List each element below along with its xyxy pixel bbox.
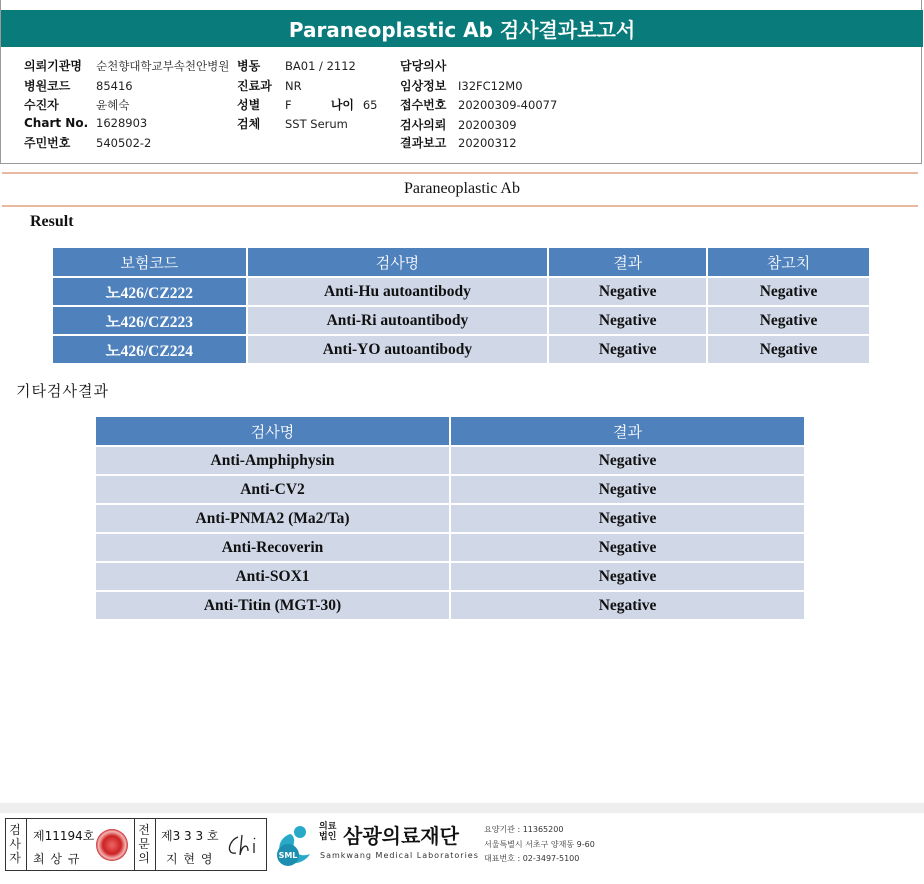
cell-code: 노426/CZ223 — [52, 306, 247, 335]
sml-logo-icon — [270, 820, 316, 870]
cell-result: Negative — [450, 562, 805, 591]
phone: 대표번호 : 02-3497-5100 — [484, 854, 580, 863]
result-label: Result — [30, 213, 74, 230]
examiner-number: 제11194호 — [33, 829, 95, 843]
specialist-number: 제3 3 3 호 — [161, 829, 219, 843]
cell-test: Anti-YO autoantibody — [247, 335, 549, 364]
cell-result: Negative — [450, 475, 805, 504]
cell-code: 노426/CZ224 — [52, 335, 247, 364]
cell-test: Anti-Recoverin — [95, 533, 450, 562]
cell-test: Anti-CV2 — [95, 475, 450, 504]
cell-test: Anti-SOX1 — [95, 562, 450, 591]
other-results-label: 기타검사결과 — [16, 382, 109, 400]
table-header-row — [52, 247, 870, 277]
field-specimen: 검체 SST Serum — [237, 117, 348, 131]
table-row — [52, 335, 870, 364]
specialist-name: 지 현 영 — [166, 852, 214, 866]
header-insurance-code: 보험코드 — [52, 247, 247, 277]
cell-result: Negative — [548, 277, 707, 306]
cell-reference: Negative — [707, 335, 870, 364]
cell-result: Negative — [548, 306, 707, 335]
divider-top — [2, 172, 918, 174]
field-resident-no: 주민번호 540502-2 — [24, 136, 152, 150]
cell-test: Anti-Ri autoantibody — [247, 306, 549, 335]
header-reference: 참고치 — [707, 247, 870, 277]
divider-bottom — [2, 205, 918, 207]
header-result: 결과 — [450, 416, 805, 446]
cell-result: Negative — [450, 591, 805, 620]
org-english-name: Samkwang Medical Laboratories — [320, 851, 479, 860]
field-request-date: 검사의뢰 20200309 — [400, 118, 517, 132]
cell-result: Negative — [548, 335, 707, 364]
table-row — [95, 504, 805, 533]
field-report-date: 결과보고 20200312 — [400, 136, 517, 150]
cell-test: Anti-Amphiphysin — [95, 446, 450, 475]
cell-result: Negative — [450, 533, 805, 562]
box-divider — [155, 819, 156, 870]
cell-test: Anti-PNMA2 (Ma2/Ta) — [95, 504, 450, 533]
header-result: 결과 — [548, 247, 707, 277]
examiner-name: 최 상 규 — [33, 852, 81, 866]
table-row — [95, 591, 805, 620]
field-chart-no: Chart No. 1628903 — [24, 116, 148, 130]
section-title: Paraneoplastic Ab — [404, 180, 520, 197]
box-divider — [134, 819, 135, 870]
svg-text:SML: SML — [278, 851, 298, 860]
table-row — [52, 277, 870, 306]
cell-reference: Negative — [707, 277, 870, 306]
header-test-name: 검사명 — [95, 416, 450, 446]
field-sex: 성별 F 나이 65 — [237, 98, 378, 112]
table-row — [95, 533, 805, 562]
field-hospital: 의뢰기관명 순천향대학교부속천안병원 — [24, 59, 230, 73]
cell-test: Anti-Hu autoantibody — [247, 277, 549, 306]
table-row — [95, 475, 805, 504]
table-header-row — [95, 416, 805, 446]
result-table — [51, 246, 871, 365]
footer-band — [0, 803, 924, 813]
table-row — [95, 446, 805, 475]
address: 서울특별시 서초구 양재동 9-60 — [484, 840, 595, 849]
field-receipt-no: 접수번호 20200309-40077 — [400, 98, 558, 112]
specialist-label: 전문의 — [138, 823, 150, 865]
seal-stamp — [96, 829, 128, 861]
field-ward: 병동 BA01 / 2112 — [237, 59, 356, 73]
cell-result: Negative — [450, 446, 805, 475]
care-code: 요양기관 : 11365200 — [484, 825, 564, 834]
box-divider — [26, 819, 27, 870]
field-hospital-code: 병원코드 85416 — [24, 79, 133, 93]
field-patient: 수진자 윤혜숙 — [24, 98, 130, 112]
table-row — [52, 306, 870, 335]
org-name: 삼광의료재단 — [343, 824, 459, 848]
cell-result: Negative — [450, 504, 805, 533]
cell-reference: Negative — [707, 306, 870, 335]
signature-icon — [224, 831, 264, 861]
field-clinical-info: 임상정보 I32FC12M0 — [400, 79, 523, 93]
table-row — [95, 562, 805, 591]
header-test-name: 검사명 — [247, 247, 549, 277]
signature-box — [5, 818, 267, 871]
other-results-table — [94, 415, 806, 621]
field-department: 진료과 NR — [237, 79, 302, 93]
org-prefix: 의료법인 — [319, 822, 337, 842]
field-doctor: 담당의사 — [400, 59, 447, 73]
examiner-label: 검사자 — [9, 823, 21, 865]
cell-test: Anti-Titin (MGT-30) — [95, 591, 450, 620]
report-title: Paraneoplastic Ab 검사결과보고서 — [1, 10, 923, 47]
cell-code: 노426/CZ222 — [52, 277, 247, 306]
